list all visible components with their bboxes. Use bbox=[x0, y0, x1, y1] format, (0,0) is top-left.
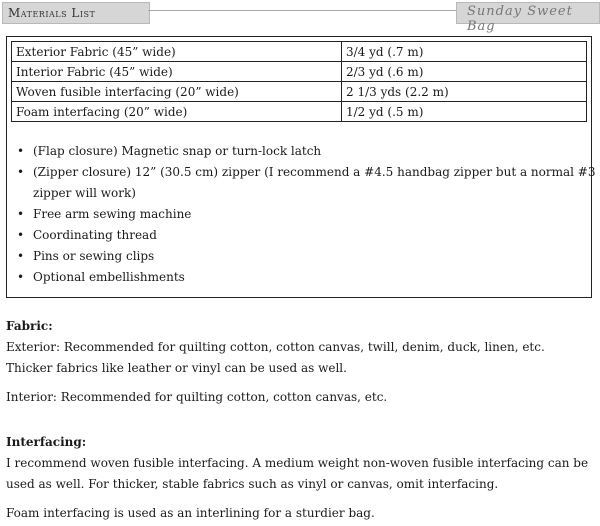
table-row bbox=[12, 102, 587, 122]
page-header bbox=[0, 0, 600, 34]
amount-cell: 2/3 yd (.6 m) bbox=[342, 62, 587, 82]
list-item: • Pins or sewing clips bbox=[33, 246, 600, 267]
table-row bbox=[12, 82, 587, 102]
table-row bbox=[12, 62, 587, 82]
fabric-requirements-table bbox=[11, 41, 587, 122]
list-item: • (Flap closure) Magnetic snap or turn-lock latch bbox=[33, 141, 600, 162]
supplies-list bbox=[15, 141, 600, 288]
section-title: Materials List bbox=[8, 6, 96, 20]
item-cell: Foam interfacing (20” wide) bbox=[12, 102, 342, 122]
header-divider bbox=[148, 10, 456, 11]
list-item: • (Zipper closure) 12” (30.5 cm) zipper (I recommend a #4.5 handbag zipper but a normal #3 zipper will work) bbox=[33, 162, 600, 204]
list-item: • Coordinating thread bbox=[33, 225, 600, 246]
fabric-heading: Fabric: bbox=[6, 319, 53, 333]
amount-cell: 1/2 yd (.5 m) bbox=[342, 102, 587, 122]
materials-box bbox=[6, 36, 596, 298]
list-item: • Free arm sewing machine bbox=[33, 204, 600, 225]
foam-interfacing-text: Foam interfacing is used as an interlining for a sturdier bag. bbox=[6, 506, 375, 520]
interfacing-heading: Interfacing: bbox=[6, 435, 87, 449]
item-cell: Exterior Fabric (45” wide) bbox=[12, 42, 342, 62]
fabric-interior-text: Interior: Recommended for quilting cotton, cotton canvas, etc. bbox=[6, 390, 388, 404]
item-cell: Woven fusible interfacing (20” wide) bbox=[12, 82, 342, 102]
list-item: • Optional embellishments bbox=[33, 267, 600, 288]
section-title-tab bbox=[2, 2, 150, 24]
brand-logo-text: Sunday Sweet Bag bbox=[467, 4, 573, 34]
fabric-exterior-text: Exterior: Recommended for quilting cotton, cotton canvas, twill, denim, duck, linen, etc. Thicker fabrics like leather or vinyl can be used as well. bbox=[6, 340, 545, 375]
brand-tab bbox=[456, 2, 600, 34]
interfacing-text: I recommend woven fusible interfacing. A medium weight non-woven fusible interfacing can be used as well. For thicker, stable fabrics such as vinyl or canvas, omit interfacing. bbox=[6, 456, 589, 491]
amount-cell: 3/4 yd (.7 m) bbox=[342, 42, 587, 62]
amount-cell: 2 1/3 yds (2.2 m) bbox=[342, 82, 587, 102]
table-row bbox=[12, 42, 587, 62]
item-cell: Interior Fabric (45” wide) bbox=[12, 62, 342, 82]
